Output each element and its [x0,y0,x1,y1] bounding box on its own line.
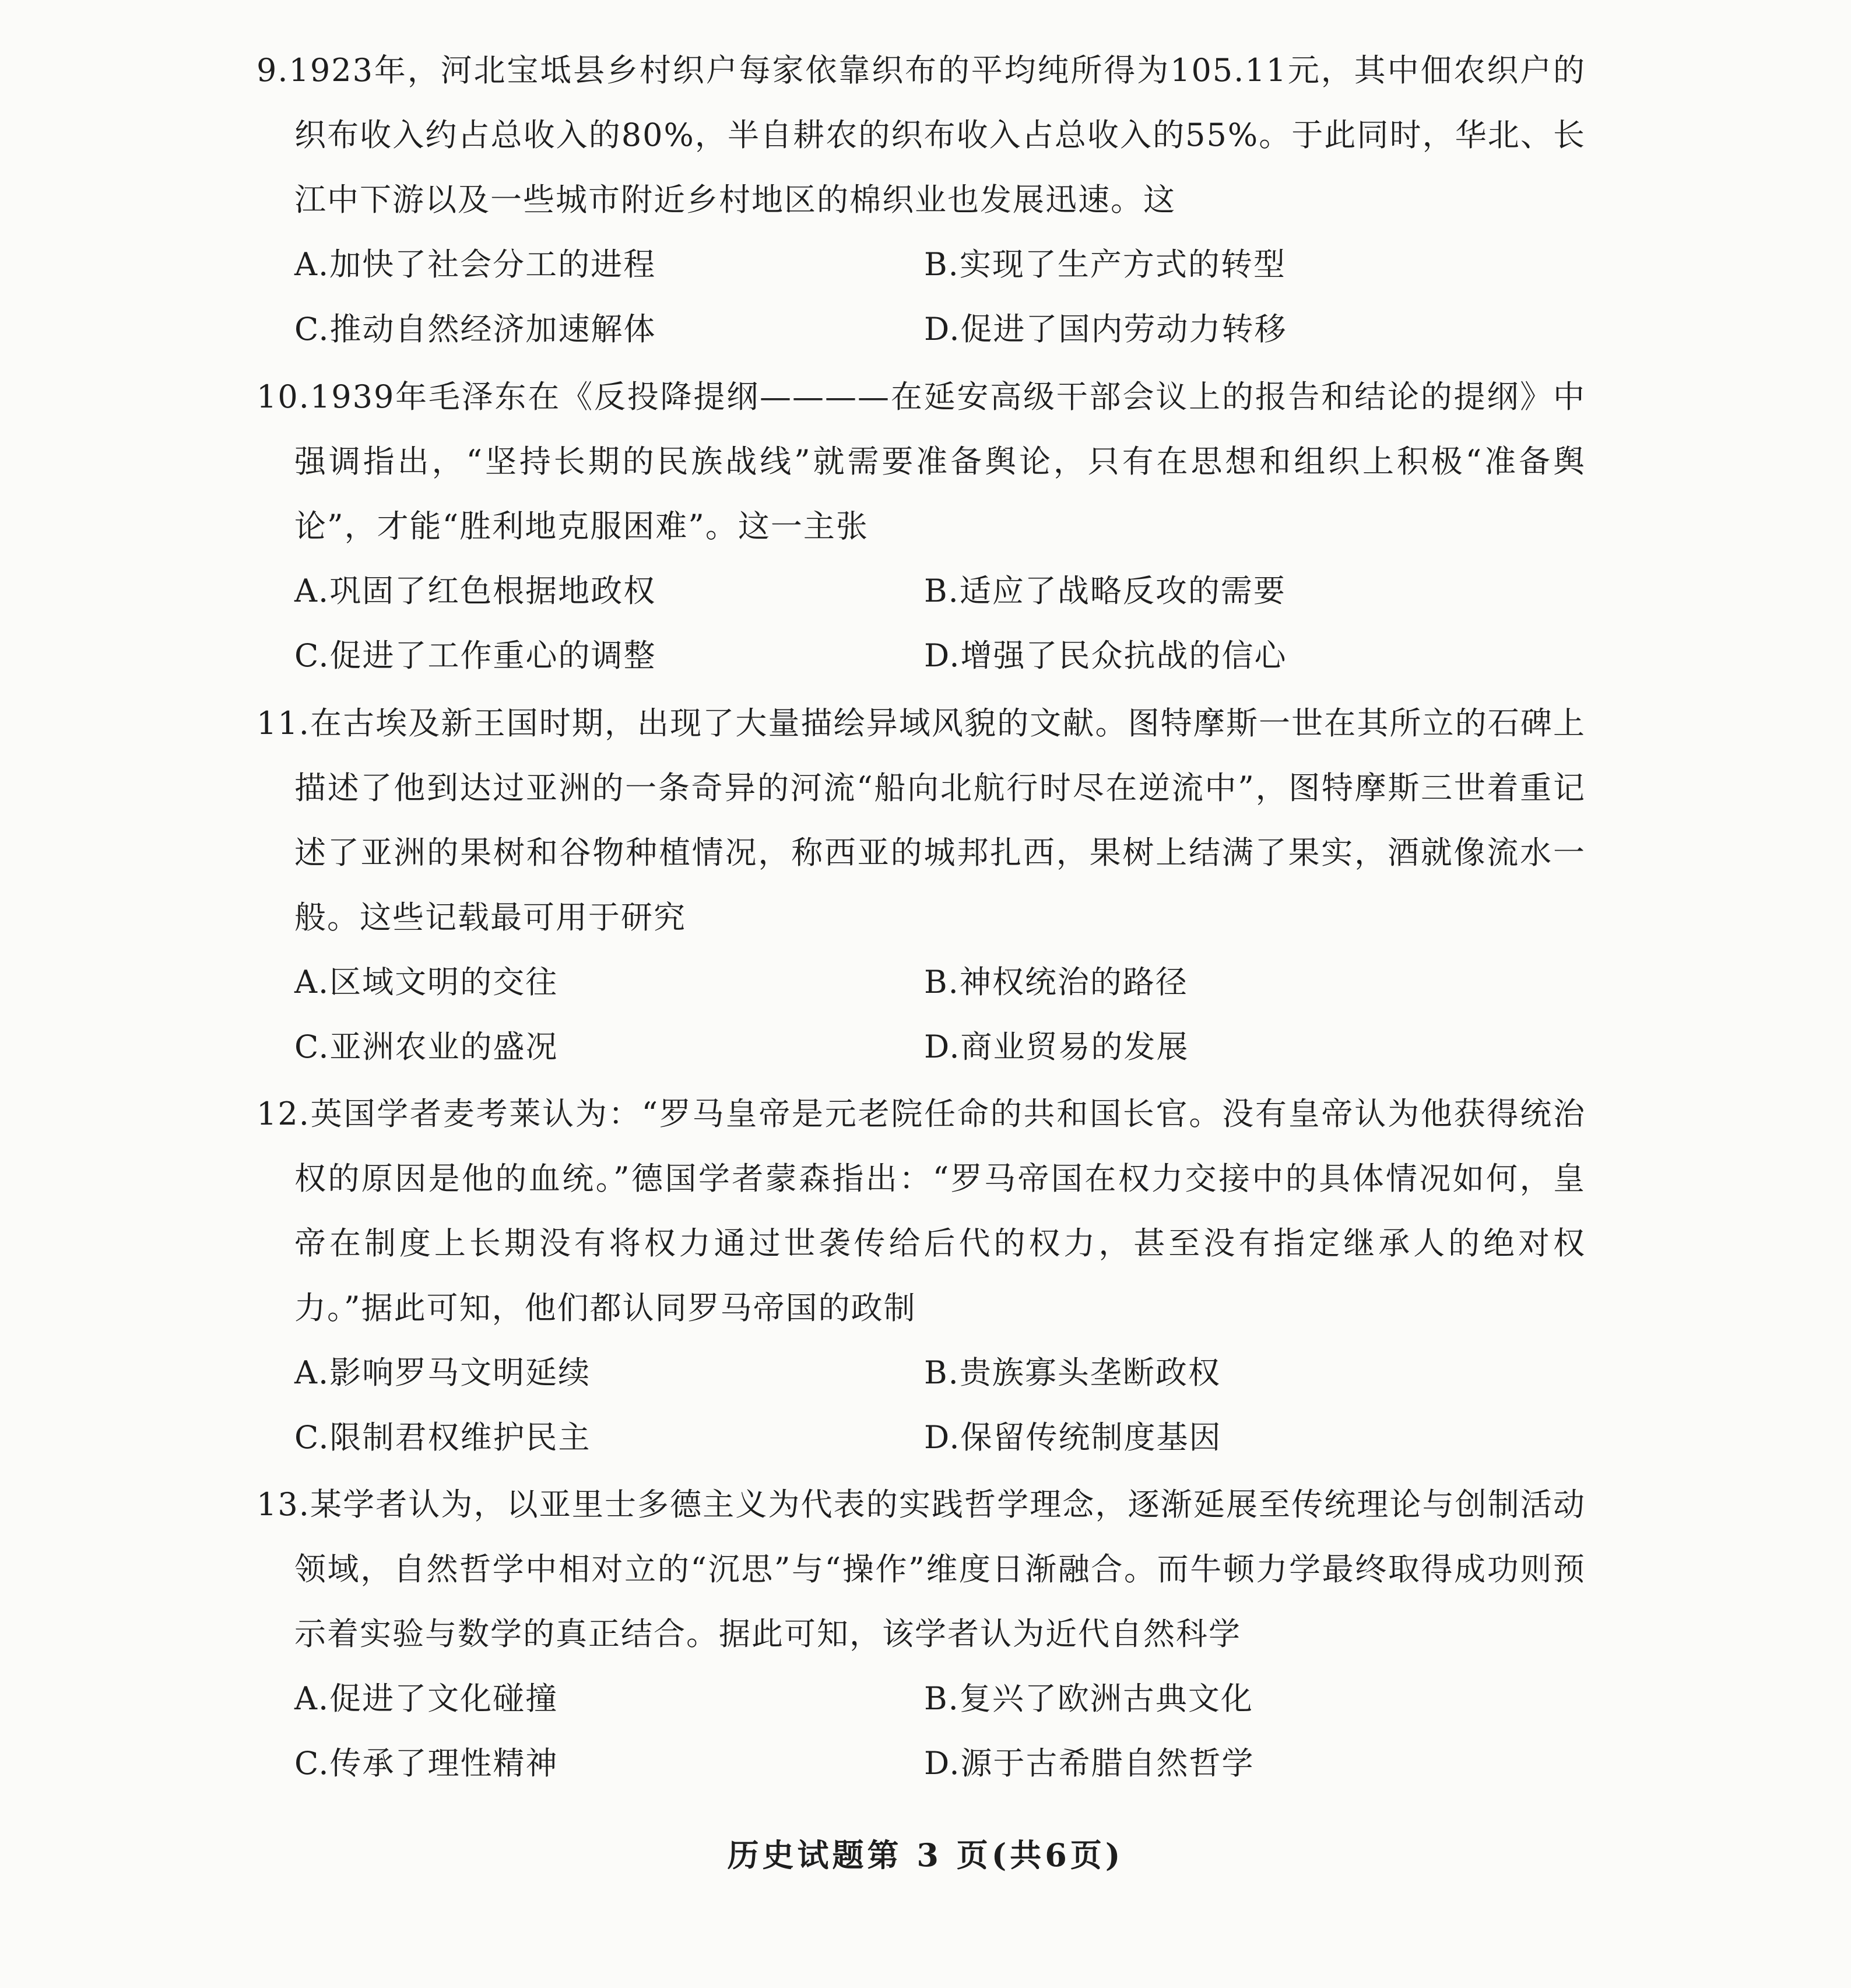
question-text: 在古埃及新王国时期，出现了大量描绘异域风貌的文献。图特摩斯一世在其所立的石碑上描述了他到达过亚洲的一条奇异的河流“船向北航行时尽在逆流中”，图特摩斯三世着重记述了亚洲的果树和谷物种植情况，称西亚的城邦扎西，果树上结满了果实，酒就像流水一般。这些记载最可用于研究 [294,705,1586,936]
question-number: 13. [257,1486,310,1523]
question-number: 9. [257,52,289,89]
option-c: C.限制君权维护民主 [294,1419,591,1456]
question-number: 11. [257,705,310,742]
option-c: C.推动自然经济加速解体 [294,311,656,347]
option-b: B.实现了生产方式的转型 [924,246,1286,283]
question-text: 英国学者麦考莱认为：“罗马皇帝是元老院任命的共和国长官。没有皇帝认为他获得统治权的原因是他的血统。”德国学者蒙森指出：“罗马帝国在权力交接中的具体情况如何，皇帝在制度上长期没有将权力通过世袭传给后代的权力，甚至没有指定继承人的绝对权力。”据此可知，他们都认同罗马帝国的政制 [294,1095,1586,1326]
question-text: 1939年毛泽东在《反投降提纲————在延安高级干部会议上的报告和结论的提纲》中强调指出，“坚持长期的民族战线”就需要准备舆论，只有在思想和组织上积极“准备舆论”，才能“胜利地克服困难”。这一主张 [294,378,1586,545]
question-12 [257,1081,1586,1470]
question-13 [257,1472,1586,1796]
option-list [294,559,1586,688]
option-d: D.增强了民众抗战的信心 [924,637,1287,674]
option-d: D.促进了国内劳动力转移 [924,311,1287,347]
option-b: B.贵族寡头垄断政权 [924,1354,1221,1391]
question-9 [257,38,1586,361]
question-text: 某学者认为，以亚里士多德主义为代表的实践哲学理念，逐渐延展至传统理论与创制活动领域，自然哲学中相对立的“沉思”与“操作”维度日渐融合。而牛顿力学最终取得成功则预示着实验与数学的真正结合。据此可知，该学者认为近代自然科学 [294,1486,1586,1652]
option-d: D.源于古希腊自然哲学 [924,1745,1255,1782]
option-a: A.巩固了红色根据地政权 [294,572,656,609]
option-a: A.促进了文化碰撞 [294,1680,559,1717]
question-number: 10. [257,378,310,415]
option-a: A.加快了社会分工的进程 [294,246,656,283]
option-a: A.区域文明的交往 [294,964,559,1000]
question-stem [257,691,1586,950]
option-list [294,950,1586,1079]
option-a: A.影响罗马文明延续 [294,1354,591,1391]
option-b: B.适应了战略反攻的需要 [924,572,1286,609]
page-footer: 历史试题第 3 页(共6页) [727,1836,1124,1874]
question-stem [257,1081,1586,1340]
option-list [294,1340,1586,1470]
option-list [294,1666,1586,1796]
option-d: D.保留传统制度基因 [924,1419,1222,1456]
option-list [294,232,1586,361]
question-11 [257,691,1586,1079]
option-c: C.促进了工作重心的调整 [294,637,656,674]
question-text: 1923年，河北宝坻县乡村织户每家依靠织布的平均纯所得为105.11元，其中佃农织户的织布收入约占总收入的80%，半自耕农的织布收入占总收入的55%。于此同时，华北、长江中下游以及一些城市附近乡村地区的棉织业也发展迅速。这 [289,52,1586,218]
option-c: C.传承了理性精神 [294,1745,559,1782]
question-stem [257,38,1586,232]
question-10 [257,364,1586,688]
option-c: C.亚洲农业的盛况 [294,1028,559,1065]
option-b: B.复兴了欧洲古典文化 [924,1680,1253,1717]
question-number: 12. [257,1095,310,1132]
question-stem [257,364,1586,559]
option-b: B.神权统治的路径 [924,964,1188,1000]
question-stem [257,1472,1586,1666]
option-d: D.商业贸易的发展 [924,1028,1189,1065]
